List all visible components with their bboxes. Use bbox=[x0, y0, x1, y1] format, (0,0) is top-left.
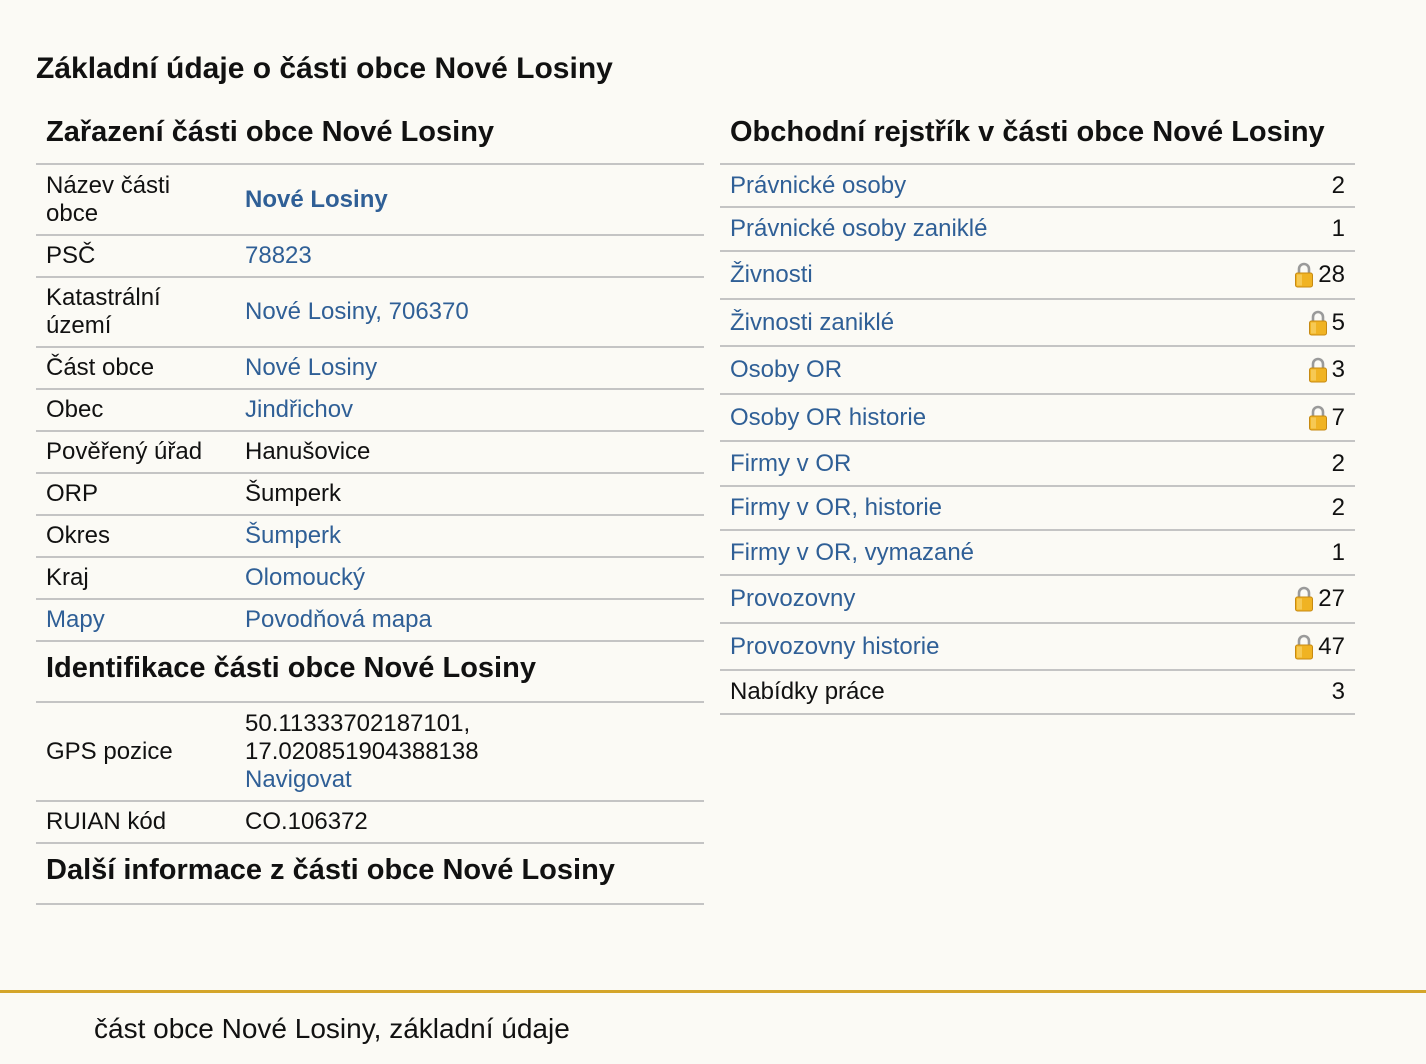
row-key: ORP bbox=[36, 473, 235, 515]
zarazeni-table bbox=[36, 165, 704, 642]
row-value: CO.106372 bbox=[235, 801, 704, 843]
rejstrik-count bbox=[1332, 678, 1345, 706]
lock-icon bbox=[1308, 357, 1328, 383]
nazev-link[interactable]: Nové Losiny bbox=[245, 185, 388, 213]
count-value: 3 bbox=[1331, 678, 1345, 705]
count-value: 28 bbox=[1318, 261, 1345, 288]
rejstrik-item-link[interactable]: Provozovny bbox=[730, 585, 856, 612]
row-key: RUIAN kód bbox=[36, 801, 235, 843]
table-row bbox=[36, 347, 704, 389]
rejstrik-item-label: Nabídky práce bbox=[730, 678, 885, 705]
navigovat-link[interactable]: Navigovat bbox=[245, 765, 352, 793]
row-value: Hanušovice bbox=[235, 431, 704, 473]
rejstrik-count bbox=[1332, 494, 1345, 522]
rejstrik-item-link[interactable]: Firmy v OR, vymazané bbox=[730, 538, 975, 566]
count-value: 1 bbox=[1331, 538, 1345, 566]
table-row bbox=[36, 431, 704, 473]
mapy-link[interactable]: Mapy bbox=[46, 606, 105, 633]
lock-icon bbox=[1308, 405, 1328, 431]
footer-rule bbox=[0, 990, 1426, 993]
rejstrik-item-link[interactable]: Živnosti bbox=[730, 261, 813, 288]
rejstrik-count bbox=[1332, 172, 1345, 200]
obec-link[interactable]: Jindřichov bbox=[245, 396, 354, 423]
right-column bbox=[720, 108, 1355, 715]
rejstrik-count bbox=[1308, 309, 1345, 337]
rejstrik-item-link[interactable]: Firmy v OR, historie bbox=[730, 494, 943, 521]
rejstrik-count bbox=[1308, 404, 1345, 432]
footer-text: část obce Nové Losiny, základní údaje bbox=[94, 1013, 570, 1044]
rejstrik-count bbox=[1332, 215, 1345, 243]
katastr-link[interactable]: Nové Losiny, 706370 bbox=[245, 298, 469, 325]
list-item bbox=[720, 252, 1355, 300]
list-item bbox=[720, 576, 1355, 624]
table-row bbox=[36, 277, 704, 347]
rejstrik-item-link[interactable]: Živnosti zaniklé bbox=[730, 308, 895, 336]
count-value: 27 bbox=[1318, 585, 1345, 612]
list-item bbox=[720, 671, 1355, 715]
rejstrik-item-link[interactable]: Právnické osoby zaniklé bbox=[730, 215, 988, 242]
row-key: Kraj bbox=[36, 557, 235, 599]
list-item bbox=[720, 624, 1355, 671]
lock-icon bbox=[1294, 634, 1314, 660]
lock-icon bbox=[1308, 310, 1328, 336]
table-row bbox=[36, 235, 704, 277]
rejstrik-count bbox=[1308, 356, 1345, 384]
rejstrik-heading: Obchodní rejstřík v části obce Nové Losiny bbox=[720, 108, 1355, 165]
count-value: 5 bbox=[1331, 308, 1345, 336]
lock-icon bbox=[1294, 262, 1314, 288]
list-item bbox=[720, 208, 1355, 252]
table-row bbox=[36, 473, 704, 515]
gps-lat: 50.11333702187101, bbox=[245, 709, 471, 737]
okres-link[interactable]: Šumperk bbox=[245, 522, 342, 549]
psc-link[interactable]: 78823 bbox=[245, 242, 312, 269]
rejstrik-count bbox=[1294, 261, 1345, 289]
rejstrik-item-link[interactable]: Osoby OR historie bbox=[730, 403, 927, 431]
count-value: 2 bbox=[1331, 449, 1345, 477]
row-key: Část obce bbox=[36, 347, 235, 389]
count-value: 7 bbox=[1331, 403, 1345, 431]
rejstrik-count bbox=[1294, 633, 1345, 661]
row-key: PSČ bbox=[36, 235, 235, 277]
page-title: Základní údaje o části obce Nové Losiny bbox=[36, 52, 613, 85]
row-value: Šumperk bbox=[235, 473, 704, 515]
rejstrik-item-link[interactable]: Firmy v OR bbox=[730, 449, 852, 477]
table-row bbox=[36, 801, 704, 843]
list-item bbox=[720, 487, 1355, 531]
cast-obce-link[interactable]: Nové Losiny bbox=[245, 354, 378, 381]
rejstrik-count bbox=[1332, 450, 1345, 478]
list-item bbox=[720, 347, 1355, 395]
count-value: 3 bbox=[1331, 356, 1345, 383]
row-key: GPS pozice bbox=[36, 703, 235, 801]
gps-lon: 17.020851904388138 bbox=[245, 737, 479, 765]
table-row bbox=[36, 557, 704, 599]
dalsi-heading: Další informace z části obce Nové Losiny bbox=[36, 844, 704, 905]
count-value: 47 bbox=[1318, 632, 1345, 660]
row-key: Okres bbox=[36, 515, 235, 557]
rejstrik-count bbox=[1332, 539, 1345, 567]
left-column bbox=[36, 108, 704, 905]
identifikace-heading: Identifikace části obce Nové Losiny bbox=[36, 642, 704, 703]
rejstrik-item-link[interactable]: Právnické osoby bbox=[730, 171, 907, 199]
list-item bbox=[720, 442, 1355, 487]
list-item bbox=[720, 531, 1355, 576]
list-item bbox=[720, 300, 1355, 347]
list-item bbox=[720, 395, 1355, 442]
table-row bbox=[36, 389, 704, 431]
rejstrik-item-link[interactable]: Provozovny historie bbox=[730, 632, 940, 660]
table-row bbox=[36, 515, 704, 557]
count-value: 2 bbox=[1331, 171, 1345, 199]
row-key: Obec bbox=[36, 389, 235, 431]
row-key: Katastrální území bbox=[36, 277, 235, 347]
zarazeni-heading: Zařazení části obce Nové Losiny bbox=[36, 108, 704, 165]
rejstrik-count bbox=[1294, 585, 1345, 613]
count-value: 2 bbox=[1331, 494, 1345, 521]
table-row bbox=[36, 165, 704, 235]
table-row bbox=[36, 703, 704, 801]
rejstrik-list bbox=[720, 165, 1355, 715]
list-item bbox=[720, 165, 1355, 208]
lock-icon bbox=[1294, 586, 1314, 612]
table-row bbox=[36, 599, 704, 641]
kraj-link[interactable]: Olomoucký bbox=[245, 564, 366, 591]
povodnova-mapa-link[interactable]: Povodňová mapa bbox=[245, 606, 432, 633]
row-key: Pověřený úřad bbox=[36, 431, 235, 473]
row-key: Název části obce bbox=[36, 165, 235, 235]
count-value: 1 bbox=[1331, 215, 1345, 242]
identifikace-table bbox=[36, 703, 704, 844]
rejstrik-item-link[interactable]: Osoby OR bbox=[730, 356, 843, 383]
